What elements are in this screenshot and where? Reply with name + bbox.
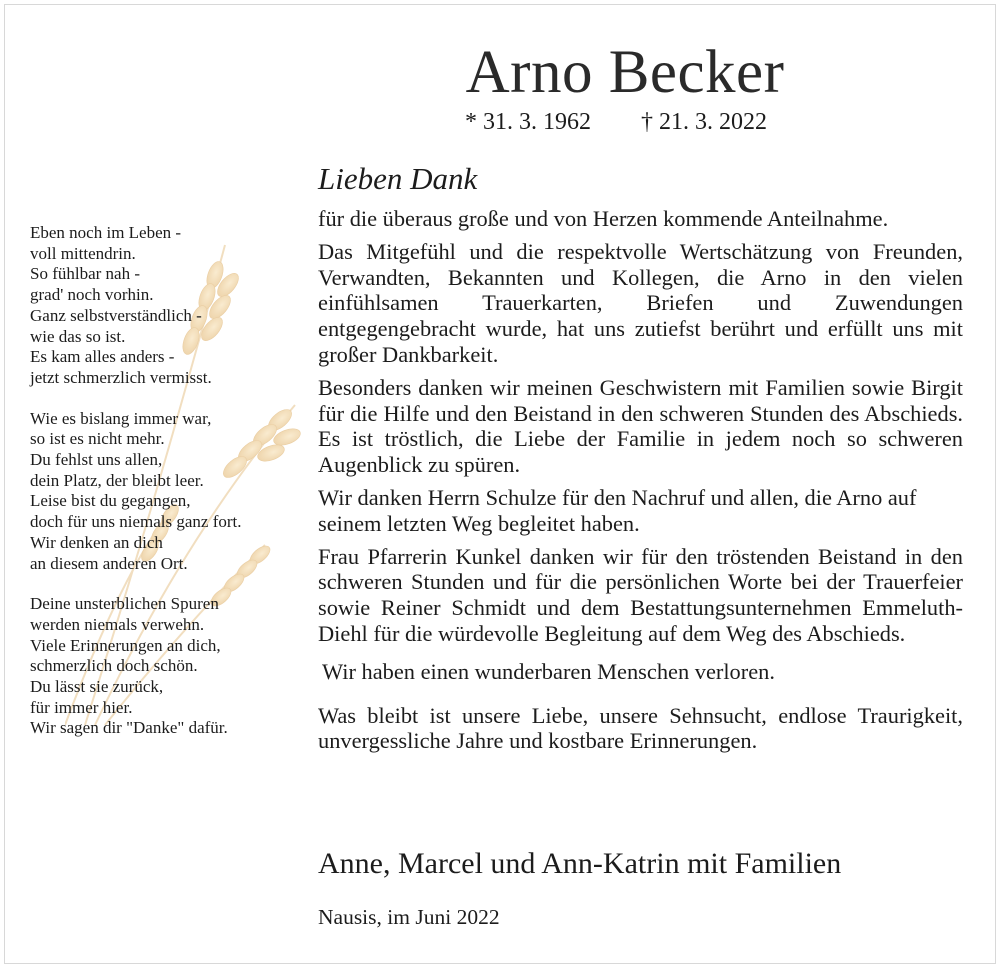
deceased-name: Arno Becker: [465, 39, 785, 106]
poem-line: wie das so ist.: [30, 326, 126, 346]
poem-line: so ist es nicht mehr.: [30, 429, 165, 449]
poem-line: Du lässt sie zurück,: [30, 677, 164, 697]
poem-line: Ganz selbstverständlich -: [30, 305, 202, 325]
poem-line: Wie es bislang immer war,: [30, 408, 212, 428]
birth-date: * 31. 3. 1962: [465, 109, 591, 135]
paragraph: Wir danken Herrn Schulze für den Nachruf und allen, die Arno auf seinem letzten Weg begleitet haben.: [318, 484, 917, 536]
place-date: Nausis, im Juni 2022: [318, 905, 500, 929]
death-date: † 21. 3. 2022: [641, 109, 767, 135]
thanks-heading: Lieben Dank: [318, 161, 478, 196]
poem-line: dein Platz, der bleibt leer.: [30, 470, 204, 490]
poem-line: grad' noch vorhin.: [30, 285, 154, 305]
life-dates: [465, 107, 767, 137]
paragraph: Wir haben einen wunderbaren Menschen verloren.: [322, 658, 775, 684]
paragraph: Was bleibt ist unsere Liebe, unsere Sehnsucht, endlose Traurigkeit, unvergessliche Jahre und kostbare Erinnerungen.: [318, 702, 963, 754]
poem-line: voll mittendrin.: [30, 243, 136, 263]
paragraph: Besonders danken wir meinen Geschwistern mit Familien sowie Birgit für die Hilfe und den Beistand in den schweren Stunden des Abschieds. Es ist tröstlich, die Liebe der Familie in jedem noch so schweren Augenblick zu spüren.: [318, 374, 963, 478]
paragraph: Das Mitgefühl und die respektvolle Wertschätzung von Freunden, Verwandten, Bekannten und Kollegen, die Arno in den vielen einfühlsamen Trauerkarten, Briefen und Zuwendungen entgegengebracht wurde, hat uns zutiefst berührt und erfüllt uns mit großer Dankbarkeit.: [318, 238, 963, 367]
poem-line: Wir sagen dir "Danke" dafür.: [30, 718, 228, 738]
poem-stanza: [30, 594, 300, 739]
poem-line: für immer hier.: [30, 697, 133, 717]
poem-line: doch für uns niemals ganz fort.: [30, 512, 242, 532]
poem-line: schmerzlich doch schön.: [30, 656, 198, 676]
poem-line: Deine unsterblichen Spuren: [30, 594, 219, 614]
poem-line: Eben noch im Leben -: [30, 223, 182, 242]
poem-line: jetzt schmerzlich vermisst.: [30, 367, 212, 387]
paragraph: Frau Pfarrerin Kunkel danken wir für den tröstenden Beistand in den schweren Stunden und für die persönlichen Worte bei der Trauerfeier sowie Reiner Schmidt und dem Bestattungsunternehmen Emmeluth-Diehl für die würdevolle Begleitung auf dem Weg des Abschieds.: [318, 543, 963, 646]
poem: [30, 223, 300, 759]
poem-line: So fühlbar nah -: [30, 264, 141, 284]
poem-line: an diesem anderen Ort.: [30, 553, 188, 573]
poem-stanza: [30, 409, 300, 575]
poem-line: Viele Erinnerungen an dich,: [30, 635, 221, 655]
poem-line: Es kam alles anders -: [30, 347, 175, 367]
obituary-notice: [4, 4, 996, 964]
poem-line: Wir denken an dich: [30, 532, 163, 552]
poem-line: Du fehlst uns allen,: [30, 450, 163, 470]
paragraph: für die überaus große und von Herzen kommende Anteilnahme.: [318, 206, 889, 231]
poem-line: Leise bist du gegangen,: [30, 491, 191, 511]
signers: Anne, Marcel und Ann-Katrin mit Familien: [318, 847, 842, 880]
thanks-text: [318, 206, 963, 761]
poem-line: werden niemals verwehn.: [30, 614, 205, 634]
poem-stanza: [30, 223, 300, 389]
